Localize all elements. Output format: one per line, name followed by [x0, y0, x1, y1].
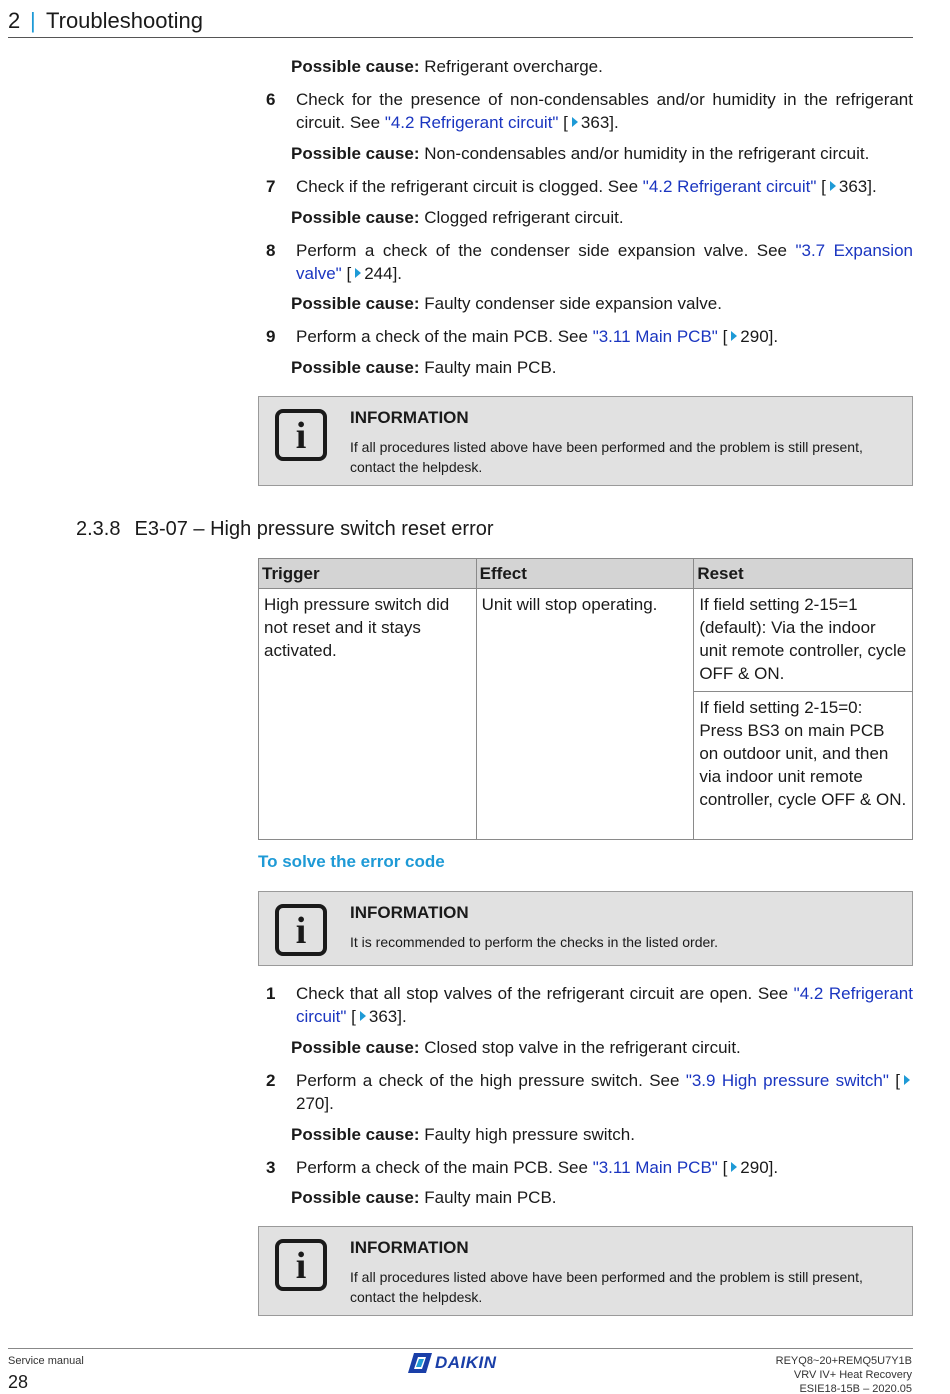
daikin-logo: [408, 1352, 497, 1374]
information-icon: [275, 409, 327, 461]
step-description: Perform a check of the high pressure switch. See: [296, 1071, 686, 1090]
cause-label: Possible cause:: [291, 208, 420, 227]
step-number: 6: [266, 90, 276, 109]
possible-cause-line: [291, 1186, 557, 1209]
step-number: 8: [266, 241, 276, 260]
information-title: INFORMATION: [350, 408, 469, 427]
cause-label: Possible cause:: [291, 358, 420, 377]
cause-label: Possible cause:: [291, 1188, 420, 1207]
step-text: [296, 325, 913, 348]
information-glyph: i: [295, 415, 307, 457]
information-title: INFORMATION: [350, 1238, 469, 1257]
page-number: 28: [8, 1372, 29, 1392]
cause-text: Clogged refrigerant circuit.: [419, 208, 624, 227]
page-arrow-icon: [731, 331, 737, 341]
step-number: 7: [266, 177, 276, 196]
step-text: [296, 1156, 913, 1179]
step-number: 2: [266, 1071, 276, 1090]
cross-reference-link[interactable]: "3.11 Main PCB": [592, 327, 718, 346]
section-number: 2.3.8: [76, 518, 121, 540]
page-ref-close: ].: [609, 113, 619, 132]
page-arrow-icon: [360, 1011, 366, 1021]
daikin-logo-icon: [408, 1353, 432, 1373]
chapter-separator: |: [30, 8, 36, 33]
cause-text: Refrigerant overcharge.: [419, 57, 603, 76]
step-text: [296, 982, 913, 1028]
table-cell-trigger: High pressure switch did not reset and it stays activated.: [259, 589, 477, 840]
page-ref-open: [: [717, 327, 728, 346]
possible-cause-line: [291, 292, 722, 315]
daikin-logo-text: DAIKIN: [435, 1353, 497, 1372]
step-text: [296, 88, 913, 134]
page-ref-close: ].: [768, 327, 779, 346]
step-description: Check if the refrigerant circuit is clogged. See: [296, 177, 643, 196]
footer-model-info: [776, 1354, 912, 1394]
page-ref-open: [: [816, 177, 826, 196]
cause-label: Possible cause:: [291, 144, 420, 163]
information-body: If all procedures listed above have been performed and the problem is still present, contact the helpdesk.: [350, 1269, 863, 1305]
cause-text: Closed stop valve in the refrigerant circuit.: [419, 1038, 741, 1057]
page-arrow-icon: [904, 1075, 910, 1085]
table-cell-reset: If field setting 2-15=0: Press BS3 on main PCB on outdoor unit, and then via indoor unit remote controller, cycle OFF & ON.: [694, 692, 913, 840]
information-body: It is recommended to perform the checks in the listed order.: [350, 934, 719, 950]
page-ref: 363: [838, 177, 868, 196]
table-header-reset: Reset: [694, 559, 913, 589]
step-description: Check for the presence of non-condensables and/or humidity in the refrigerant circuit. See: [296, 90, 913, 132]
page-ref: 290: [740, 1158, 769, 1177]
information-box: [258, 891, 913, 966]
step-description: Perform a check of the main PCB. See: [296, 327, 593, 346]
cause-text: Non-condensables and/or humidity in the refrigerant circuit.: [419, 144, 870, 163]
page-arrow-icon: [731, 1162, 737, 1172]
possible-cause-line: [291, 55, 603, 78]
page-arrow-icon: [355, 268, 361, 278]
page-ref-close: ].: [392, 264, 403, 283]
information-glyph: i: [295, 910, 307, 952]
information-title: INFORMATION: [350, 903, 469, 922]
page-ref-open: [: [717, 1158, 728, 1177]
page-ref: 290: [740, 327, 769, 346]
step-description: Perform a check of the condenser side expansion valve. See: [296, 241, 796, 260]
possible-cause-line: [291, 1036, 741, 1059]
chapter-number: 2: [8, 8, 21, 33]
page-ref-close: ].: [867, 177, 877, 196]
step-number: 3: [266, 1158, 276, 1177]
table-cell-reset: If field setting 2-15=1 (default): Via the indoor unit remote controller, cycle OFF & ON.: [694, 589, 913, 692]
possible-cause-line: [291, 356, 557, 379]
chapter-title: Troubleshooting: [46, 8, 203, 33]
information-icon: [275, 904, 327, 956]
section-title: E3-07 – High pressure switch reset error: [134, 518, 494, 540]
page-ref-close: ].: [397, 1007, 407, 1026]
page-arrow-icon: [572, 117, 578, 127]
page-ref-close: ].: [324, 1094, 334, 1113]
cross-reference-link[interactable]: "4.2 Refrigerant circuit": [384, 113, 559, 132]
step-number: 1: [266, 984, 276, 1003]
page-ref-open: [: [346, 1007, 356, 1026]
page-ref: 270: [296, 1094, 325, 1113]
table-header-effect: Effect: [476, 559, 694, 589]
cause-text: Faulty main PCB.: [419, 1188, 557, 1207]
cross-reference-link[interactable]: "4.2 Refrigerant circuit": [642, 177, 817, 196]
page-ref: 244: [364, 264, 393, 283]
cause-label: Possible cause:: [291, 1038, 420, 1057]
information-glyph: i: [295, 1245, 307, 1287]
cause-label: Possible cause:: [291, 294, 420, 313]
possible-cause-line: [291, 206, 624, 229]
footer-product: VRV IV+ Heat Recovery: [793, 1369, 912, 1381]
step-description: Perform a check of the main PCB. See: [296, 1158, 593, 1177]
cross-reference-link[interactable]: "3.11 Main PCB": [592, 1158, 718, 1177]
cause-text: Faulty main PCB.: [419, 358, 557, 377]
step-text: [296, 1069, 913, 1115]
table-header-row: [259, 559, 913, 589]
cross-reference-link[interactable]: "3.9 High pressure switch": [685, 1071, 889, 1090]
footer-model: REYQ8~20+REMQ5U7Y1B: [775, 1355, 912, 1367]
page-ref-close: ].: [768, 1158, 779, 1177]
information-icon: [275, 1239, 327, 1291]
page-ref: 363: [580, 113, 610, 132]
table-row: [259, 589, 913, 692]
solve-heading: To solve the error code: [258, 852, 445, 871]
step-text: [296, 239, 913, 285]
possible-cause-line: [291, 142, 869, 165]
footer-divider: [8, 1348, 913, 1349]
footer-doc-code: ESIE18-15B – 2020.05: [799, 1383, 912, 1394]
table-cell-effect: Unit will stop operating.: [476, 589, 694, 840]
page-ref: 363: [368, 1007, 398, 1026]
error-table: [258, 558, 913, 840]
information-body: If all procedures listed above have been performed and the problem is still present, contact the helpdesk.: [350, 439, 863, 475]
step-description: Check that all stop valves of the refrigerant circuit are open. See: [296, 984, 794, 1003]
cause-label: Possible cause:: [291, 57, 420, 76]
step-number: 9: [266, 327, 276, 346]
footer-doc-type: Service manual: [8, 1355, 84, 1367]
table-header-trigger: Trigger: [259, 559, 477, 589]
section-heading: [76, 518, 494, 541]
cross-reference-link[interactable]: "3.7 Expansion valve": [296, 241, 913, 283]
possible-cause-line: [291, 1123, 635, 1146]
cross-reference-link[interactable]: "4.2 Refrigerant circuit": [296, 984, 913, 1026]
information-box: [258, 396, 913, 486]
page-arrow-icon: [830, 181, 836, 191]
cause-text: Faulty condenser side expansion valve.: [419, 294, 722, 313]
information-box: [258, 1226, 913, 1316]
page-ref-open: [: [558, 113, 568, 132]
page-ref-open: [: [341, 264, 352, 283]
cause-text: Faulty high pressure switch.: [419, 1125, 635, 1144]
page-ref-open: [: [888, 1071, 900, 1090]
step-text: [296, 175, 913, 198]
cause-label: Possible cause:: [291, 1125, 420, 1144]
page-header: [8, 4, 913, 38]
